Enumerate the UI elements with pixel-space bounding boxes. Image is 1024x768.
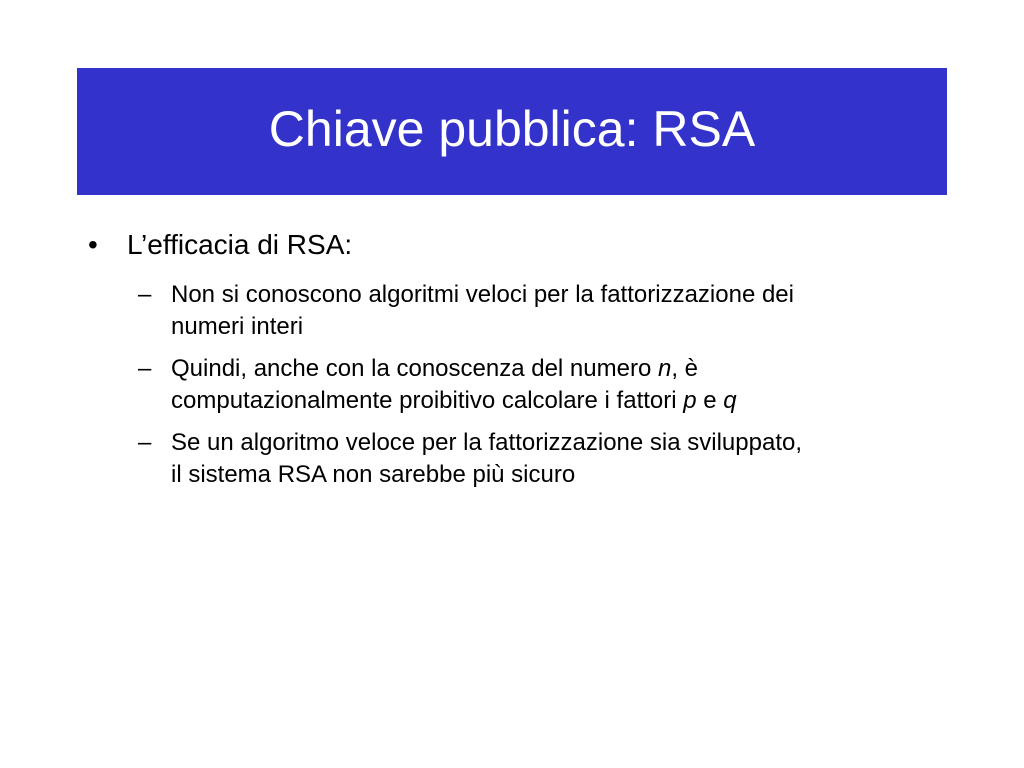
subpoint-1-line-1: Non si conoscono algoritmi veloci per la fattorizzazione dei [171, 281, 794, 308]
dash-marker: – [138, 281, 152, 308]
main-bullet-text: L’efficacia di RSA: [127, 229, 353, 260]
subpoint-2-text-c: computazionalmente proibitivo calcolare i fattori [171, 387, 684, 414]
subpoint-2-line-1 [171, 353, 941, 385]
subpoint-3-line-2: il sistema RSA non sarebbe più sicuro [171, 461, 576, 488]
variable-q: q [723, 387, 737, 414]
subpoint-2-text-a: Quindi, anche con la conoscenza del numero [171, 355, 658, 382]
subpoint-2-text-d: e [696, 387, 724, 414]
subpoint-3-line-1: Se un algoritmo veloce per la fattorizzazione sia sviluppato, [171, 429, 803, 456]
subpoint-2-text-b: , è [671, 355, 699, 382]
subpoint-1-text [171, 279, 941, 343]
dash-marker: – [138, 429, 152, 456]
subpoint-3-text [171, 427, 941, 491]
subpoint-2-line-2 [171, 385, 941, 417]
variable-p: p [683, 387, 697, 414]
subpoint-1-line-2: numeri interi [171, 313, 304, 340]
slide-title: Chiave pubblica: RSA [268, 100, 756, 157]
subpoint-2-text [171, 353, 941, 417]
variable-n: n [657, 355, 672, 382]
dash-marker: – [138, 355, 152, 382]
bullet-marker: • [88, 229, 98, 260]
